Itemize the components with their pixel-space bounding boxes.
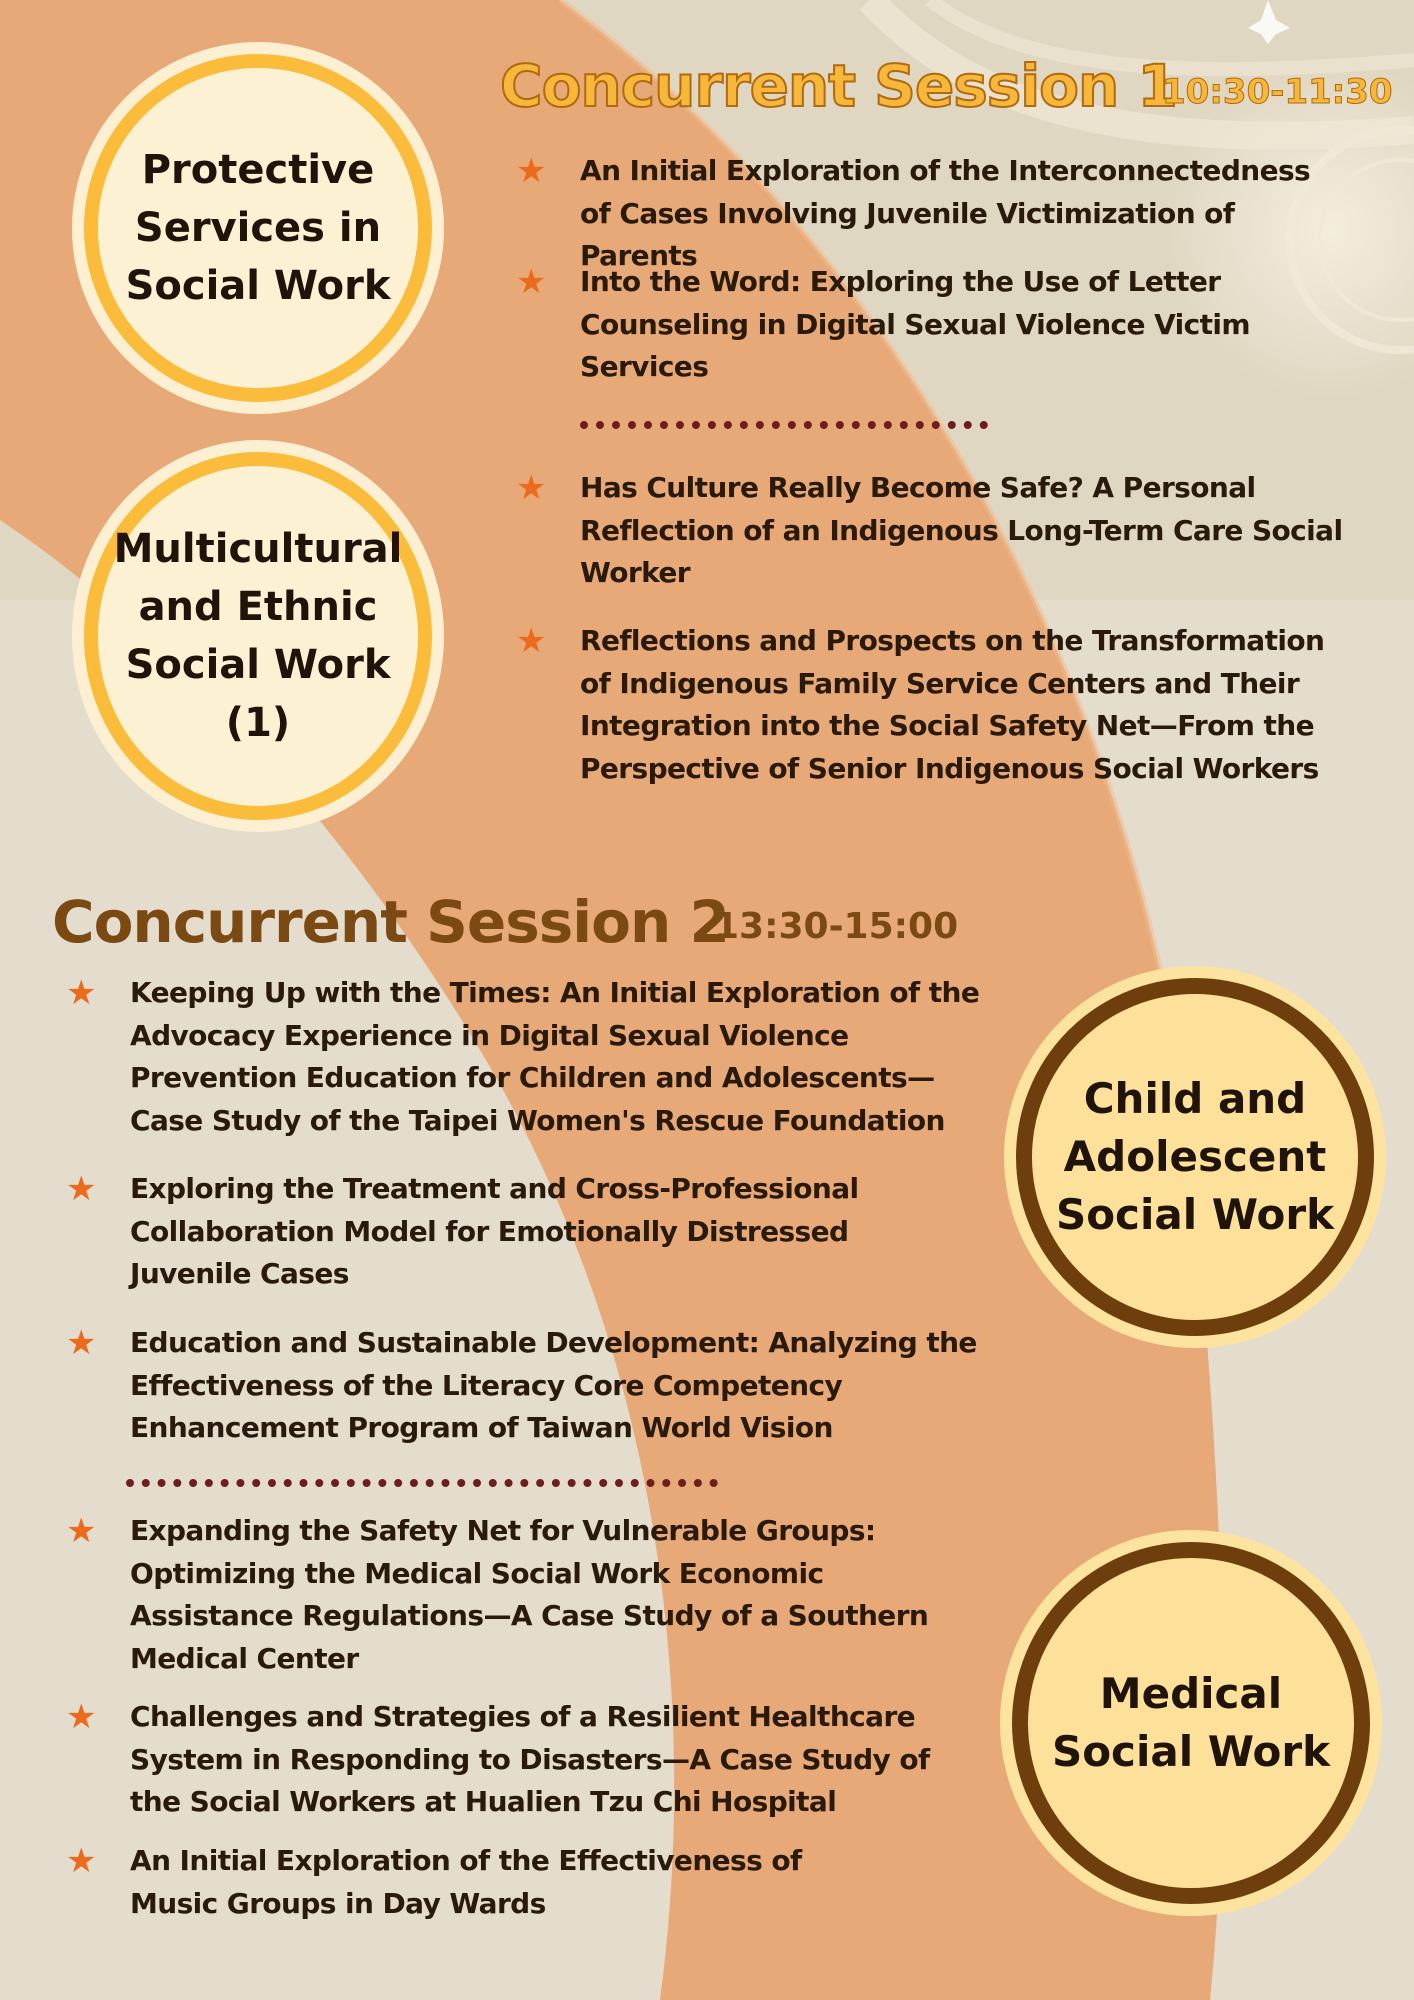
section-divider [126, 1479, 718, 1487]
list-item: ★ Expanding the Safety Net for Vulnerable Groups: Optimizing the Medical Social Work Economic Assistance Regulations—A Case Study of a Southern Medical Center [66, 1511, 929, 1675]
session2-time: 13:30-15:00 [714, 906, 959, 947]
list-item: ★ Into the Word: Exploring the Use of Letter Counseling in Digital Sexual Violence Victim Services [516, 262, 1251, 383]
topic-badge-label: Multicultural and Ethnic Social Work (1) [113, 526, 403, 746]
list-item: ★ An Initial Exploration of the Interconnectedness of Cases Involving Juvenile Victimization of Parents [516, 151, 1311, 272]
topic-badge-label: Protective Services in Social Work [125, 147, 391, 309]
topic-badge-protective-services [84, 54, 432, 402]
star-icon: ★ [66, 1323, 96, 1363]
list-item: ★ An Initial Exploration of the Effectiveness of Music Groups in Day Wards [66, 1841, 802, 1920]
star-icon: ★ [66, 1511, 96, 1551]
list-item: ★ Education and Sustainable Development: Analyzing the Effectiveness of the Literacy Core Competency Enhancement Program of Taiwan World Vision [66, 1323, 977, 1444]
session1-time: 10:30-11:30 [1162, 72, 1393, 112]
topic-badge-label: Child and Adolescent Social Work [1055, 1074, 1335, 1239]
list-item: ★ Challenges and Strategies of a Resilient Healthcare System in Responding to Disasters—A Case Study of the Social Workers at Hualien Tzu Chi Hospital [66, 1697, 930, 1818]
star-icon: ★ [66, 1169, 96, 1209]
topic-badge-child-adolescent [1016, 978, 1374, 1336]
star-icon: ★ [66, 973, 96, 1013]
session2-title: Concurrent Session 2 [52, 888, 729, 956]
star-icon: ★ [66, 1841, 96, 1881]
list-item: ★ Exploring the Treatment and Cross-Professional Collaboration Model for Emotionally Distressed Juvenile Cases [66, 1169, 859, 1290]
star-icon: ★ [516, 468, 546, 508]
list-item: ★ Reflections and Prospects on the Transformation of Indigenous Family Service Centers and Their Integration into the Social Safety Net—From the Perspective of Senior Indigenous Social Workers [516, 621, 1325, 785]
session1-title: Concurrent Session 1 [500, 52, 1177, 120]
star-icon: ★ [516, 151, 546, 191]
star-icon: ★ [516, 621, 546, 661]
list-item: ★ Keeping Up with the Times: An Initial Exploration of the Advocacy Experience in Digital Sexual Violence Prevention Education for Children and Adolescents—Case Study of the Taipei Women's Rescue Foundation [66, 973, 980, 1137]
list-item: ★ Has Culture Really Become Safe? A Personal Reflection of an Indigenous Long-Term Care Social Worker [516, 468, 1343, 589]
section-divider [580, 421, 988, 429]
topic-badge-medical [1012, 1542, 1370, 1904]
star-icon: ★ [66, 1697, 96, 1737]
star-icon: ★ [516, 262, 546, 302]
topic-badge-multicultural [84, 452, 432, 820]
topic-badge-label: Medical Social Work [1051, 1669, 1331, 1776]
